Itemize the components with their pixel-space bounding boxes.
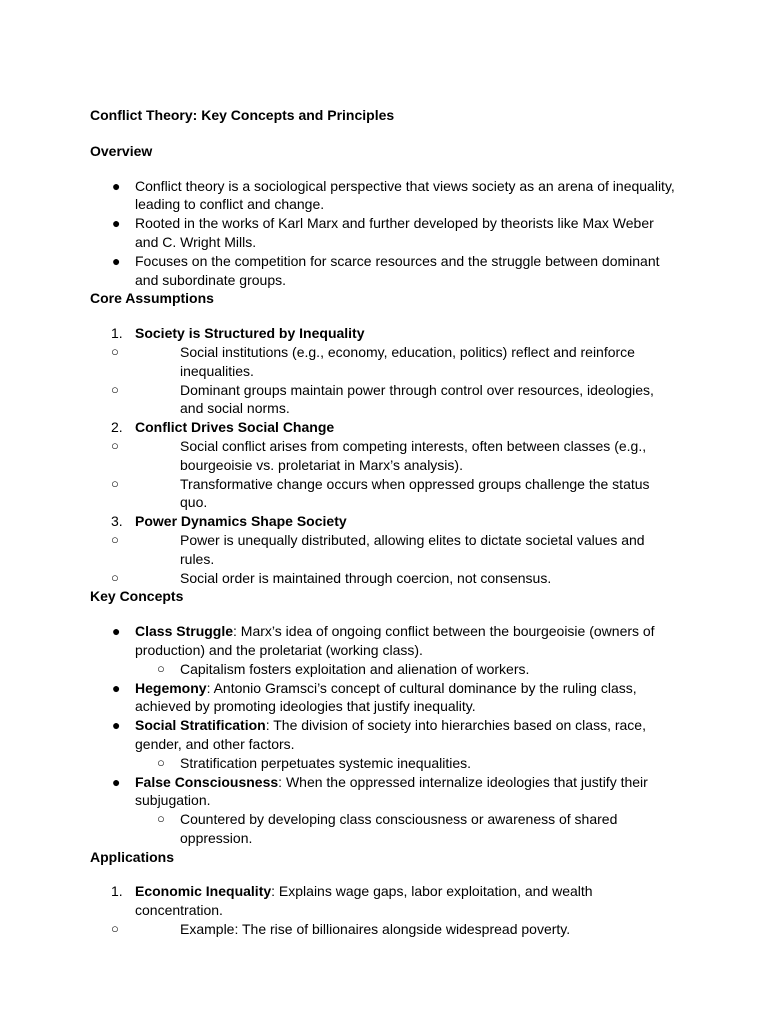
- sub-bullet-marker: ○: [111, 531, 119, 547]
- list-item-title: Power Dynamics Shape Society: [135, 513, 347, 530]
- list-item: [90, 418, 678, 512]
- sub-list-item: [90, 754, 678, 773]
- sub-list-item-text: Social conflict arises from competing interests, often between classes (e.g., bourgeoisie vs. proletariat in Marx’s analysis).: [180, 437, 647, 473]
- sub-bullet-marker: ○: [111, 921, 119, 937]
- concept-definition: : Marx’s idea of ongoing conflict between the bourgeoisie (owners of production) and the proletariat (working class).: [135, 623, 655, 658]
- bullet-marker: ●: [112, 252, 121, 269]
- sub-list-item: [90, 810, 678, 848]
- sub-list-item-text: Countered by developing class consciousness or awareness of shared oppression.: [180, 811, 618, 846]
- sub-list-item: [90, 437, 678, 475]
- concept-definition: : When the oppressed internalize ideologies that justify their subjugation.: [135, 773, 648, 809]
- bullet-marker: ●: [112, 679, 121, 696]
- sub-list-item-text: Capitalism fosters exploitation and alienation of workers.: [180, 660, 530, 677]
- applications-heading: Applications: [90, 848, 175, 865]
- application-term: Economic Inequality: [135, 883, 272, 900]
- sub-list-item: [90, 343, 678, 381]
- applications-list: [90, 882, 678, 938]
- concept-term: False Consciousness: [135, 773, 279, 790]
- list-item: [90, 773, 678, 848]
- list-item: [90, 622, 678, 678]
- sub-list-item-text: Social institutions (e.g., economy, education, politics) reflect and reinforce inequalities.: [180, 343, 635, 379]
- list-item-text: Rooted in the works of Karl Marx and further developed by theorists like Max Weber and C. Wright Mills.: [135, 215, 654, 250]
- sub-bullet-marker: ○: [111, 437, 119, 453]
- number-marker: 1.: [111, 325, 123, 342]
- bullet-marker: ●: [112, 717, 121, 734]
- sub-list: [135, 660, 678, 679]
- concept-definition: : Antonio Gramsci’s concept of cultural dominance by the ruling class, achieved by promoting ideologies that justify inequality.: [135, 679, 637, 715]
- sub-list-item: [90, 660, 678, 679]
- list-item: [90, 716, 678, 772]
- sub-bullet-marker: ○: [111, 343, 119, 359]
- application-description: : Explains wage gaps, labor exploitation, and wealth concentration.: [135, 883, 593, 919]
- concept-term: Hegemony: [135, 679, 207, 696]
- concept-definition: : The division of society into hierarchies based on class, race, gender, and other factors.: [135, 717, 646, 752]
- sub-list-item-text: Power is unequally distributed, allowing elites to dictate societal values and rules.: [180, 531, 645, 567]
- sub-list-item-text: Stratification perpetuates systemic inequalities.: [180, 754, 472, 771]
- core-assumptions-list: [90, 324, 678, 587]
- list-item: [90, 512, 678, 587]
- number-marker: 3.: [111, 513, 123, 530]
- list-item: [90, 882, 678, 938]
- list-item: [90, 214, 678, 252]
- list-item-title: Conflict Drives Social Change: [135, 419, 335, 436]
- sub-bullet-marker: ○: [157, 754, 165, 770]
- bullet-marker: ●: [112, 177, 121, 194]
- list-item-text: Focuses on the competition for scarce resources and the struggle between dominant and subordinate groups.: [135, 252, 660, 288]
- list-item: [90, 252, 678, 290]
- bullet-marker: ●: [112, 623, 121, 640]
- sub-list-item-text: Social order is maintained through coercion, not consensus.: [180, 569, 552, 586]
- sub-list: [111, 343, 678, 418]
- sub-list-item: [90, 381, 678, 419]
- key-concepts-list: [90, 622, 678, 848]
- number-marker: 2.: [111, 419, 123, 436]
- key-concepts-heading: Key Concepts: [90, 588, 184, 605]
- sub-list-item: [90, 920, 678, 939]
- sub-list: [111, 437, 678, 512]
- bullet-marker: ●: [112, 773, 121, 790]
- sub-list: [135, 810, 678, 848]
- sub-list-item: [90, 475, 678, 513]
- sub-bullet-marker: ○: [111, 381, 119, 397]
- overview-heading: Overview: [90, 142, 153, 159]
- concept-term: Social Stratification: [135, 717, 266, 734]
- overview-list: [90, 177, 678, 290]
- concept-term: Class Struggle: [135, 623, 234, 640]
- sub-bullet-marker: ○: [157, 660, 165, 676]
- sub-list: [111, 531, 678, 587]
- sub-list: [111, 920, 678, 939]
- sub-list-item-text: Example: The rise of billionaires alongside widespread poverty.: [180, 921, 571, 938]
- list-item-text: Conflict theory is a sociological perspective that views society as an arena of inequality, leading to conflict and change.: [135, 177, 675, 213]
- list-item: [90, 679, 678, 717]
- bullet-marker: ●: [112, 215, 121, 232]
- list-item: [90, 177, 678, 215]
- sub-list-item-text: Dominant groups maintain power through control over resources, ideologies, and social norms.: [180, 381, 654, 417]
- sub-list: [135, 754, 678, 773]
- document-title: Conflict Theory: Key Concepts and Principles: [90, 107, 395, 123]
- list-item-title: Society is Structured by Inequality: [135, 325, 365, 342]
- sub-bullet-marker: ○: [157, 811, 165, 827]
- number-marker: 1.: [111, 883, 123, 900]
- sub-bullet-marker: ○: [111, 569, 119, 585]
- sub-list-item-text: Transformative change occurs when oppressed groups challenge the status quo.: [180, 475, 650, 511]
- core-assumptions-heading: Core Assumptions: [90, 290, 214, 307]
- sub-bullet-marker: ○: [111, 475, 119, 491]
- sub-list-item: [90, 569, 678, 588]
- sub-list-item: [90, 531, 678, 569]
- list-item: [90, 324, 678, 418]
